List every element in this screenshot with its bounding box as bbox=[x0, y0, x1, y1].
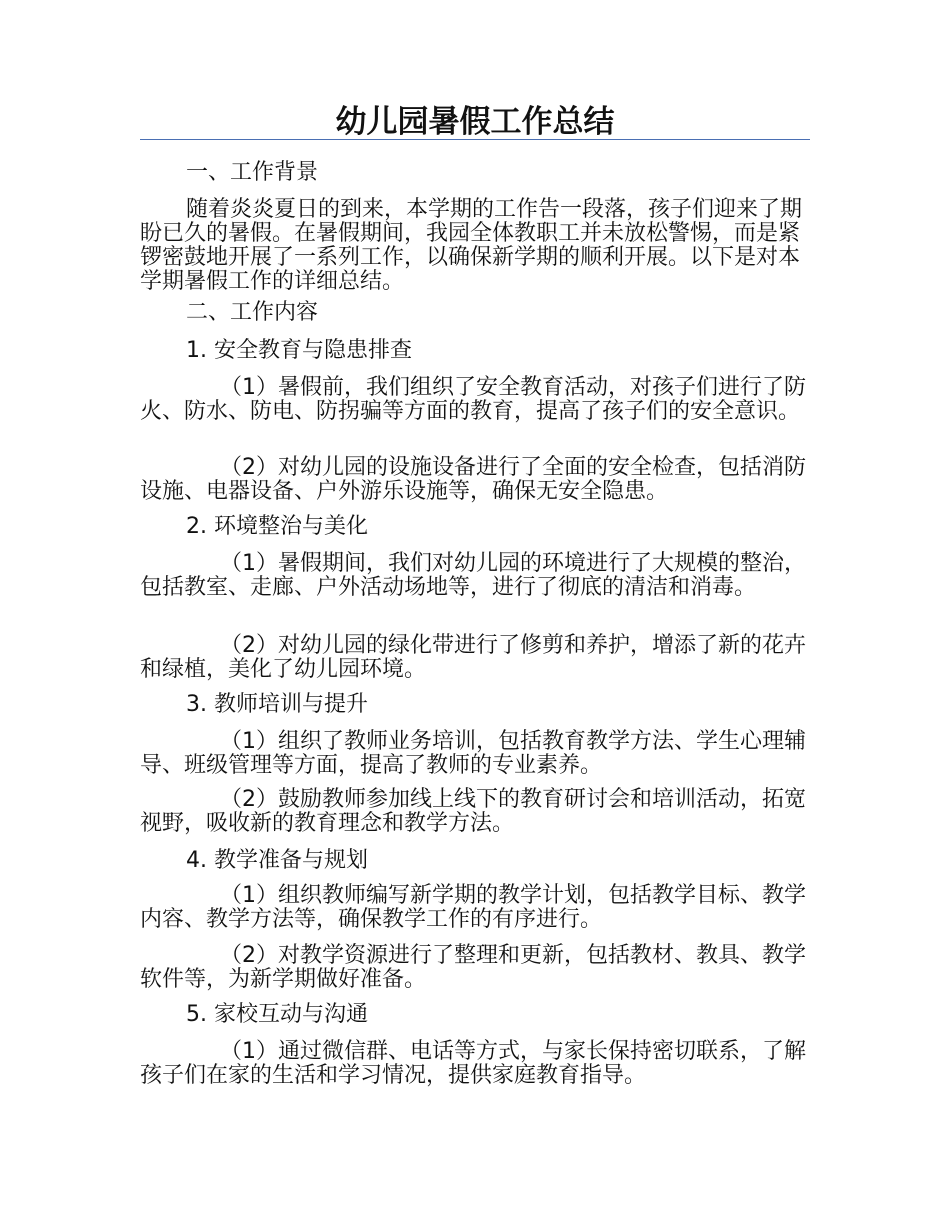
subheading-environment: 2. 环境整治与美化 bbox=[186, 514, 368, 539]
paragraph-teaching-prep-1: （1）组织教师编写新学期的教学计划，包括教学目标、教学内容、教学方法等，确保教学工作的有序进行。 bbox=[140, 883, 806, 932]
section-heading-content: 二、工作内容 bbox=[186, 300, 319, 325]
paragraph-safety-1: （1）暑假前，我们组织了安全教育活动，对孩子们进行了防火、防水、防电、防拐骗等方面的教育，提高了孩子们的安全意识。 bbox=[140, 375, 806, 424]
paragraph-teaching-prep-2: （2）对教学资源进行了整理和更新，包括教材、教具、教学软件等，为新学期做好准备。 bbox=[140, 943, 806, 992]
paragraph-teacher-training-2: （2）鼓励教师参加线上线下的教育研讨会和培训活动，拓宽视野，吸收新的教育理念和教学方法。 bbox=[140, 787, 806, 836]
subheading-home-school: 5. 家校互动与沟通 bbox=[186, 1002, 368, 1027]
title-underline bbox=[140, 139, 810, 140]
section-heading-background: 一、工作背景 bbox=[186, 160, 319, 185]
paragraph-safety-2: （2）对幼儿园的设施设备进行了全面的安全检查，包括消防设施、电器设备、户外游乐设施等，确保无安全隐患。 bbox=[140, 455, 806, 504]
subheading-safety: 1. 安全教育与隐患排查 bbox=[186, 338, 412, 363]
subheading-teacher-training: 3. 教师培训与提升 bbox=[186, 692, 368, 717]
paragraph-environment-1: （1）暑假期间，我们对幼儿园的环境进行了大规模的整治，包括教室、走廊、户外活动场地等，进行了彻底的清洁和消毒。 bbox=[140, 551, 806, 600]
paragraph-teacher-training-1: （1）组织了教师业务培训，包括教育教学方法、学生心理辅导、班级管理等方面，提高了教师的专业素养。 bbox=[140, 729, 806, 778]
paragraph-background: 随着炎炎夏日的到来，本学期的工作告一段落，孩子们迎来了期盼已久的暑假。在暑假期间，我园全体教职工并未放松警惕，而是紧锣密鼓地开展了一系列工作，以确保新学期的顺利开展。以下是对本学期暑假工作的详细总结。 bbox=[140, 197, 803, 294]
subheading-teaching-prep: 4. 教学准备与规划 bbox=[186, 848, 368, 873]
paragraph-environment-2: （2）对幼儿园的绿化带进行了修剪和养护，增添了新的花卉和绿植，美化了幼儿园环境。 bbox=[140, 633, 806, 682]
paragraph-home-school-1: （1）通过微信群、电话等方式，与家长保持密切联系，了解孩子们在家的生活和学习情况，提供家庭教育指导。 bbox=[140, 1039, 806, 1088]
page-title: 幼儿园暑假工作总结 bbox=[335, 104, 615, 140]
